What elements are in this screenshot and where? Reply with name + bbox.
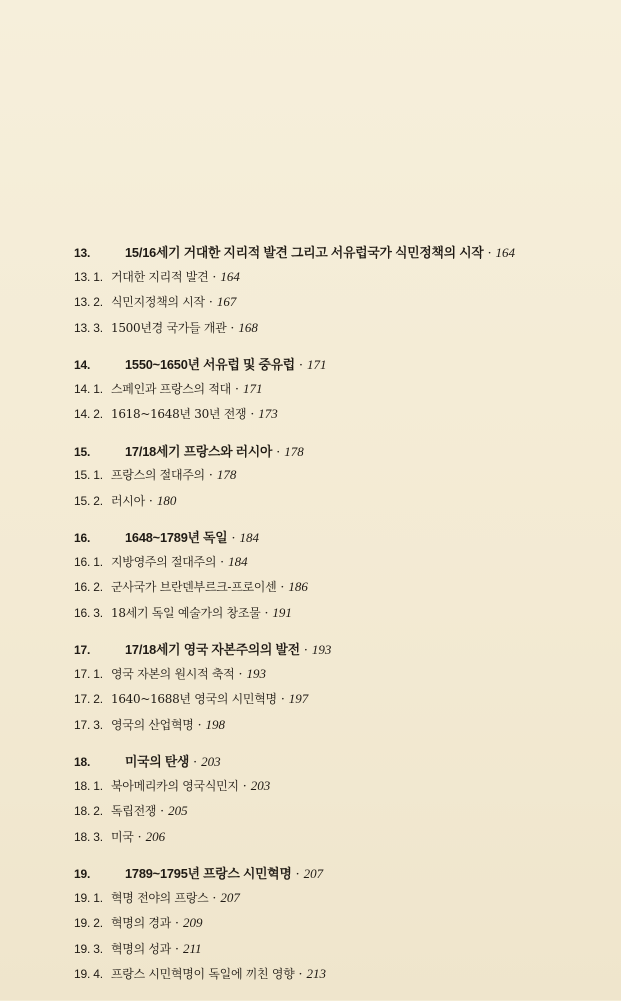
separator-dot: · (230, 319, 235, 335)
toc-section (74, 604, 594, 630)
section-number: 15. 2. (74, 493, 103, 508)
chapter-sections (74, 889, 594, 991)
section-title: 혁명의 성과 (111, 941, 171, 956)
toc-section (74, 802, 594, 828)
separator-dot: · (234, 380, 239, 396)
separator-dot: · (280, 691, 285, 706)
section-page-number: 209 (182, 915, 203, 930)
section-title: 영국의 산업혁명 (111, 717, 194, 732)
section-title: 식민지정책의 시작 (111, 295, 205, 309)
chapter-heading (74, 242, 594, 268)
toc-section (74, 777, 594, 803)
section-page-number: 178 (216, 467, 237, 482)
chapter-title-wrap (111, 527, 259, 546)
section-number: 19. 4. (74, 967, 103, 981)
toc-section (74, 380, 594, 406)
section-number: 19. 1. (74, 890, 103, 905)
chapter-title: 1648~1789년 독일 (125, 530, 228, 545)
section-number: 18. 3. (74, 829, 103, 844)
toc-chapter (74, 242, 594, 344)
chapter-sections (74, 553, 594, 630)
toc-section (74, 889, 594, 915)
chapter-page-number: 171 (306, 357, 327, 372)
chapter-number: 16. (74, 531, 91, 545)
chapter-sections (74, 777, 594, 854)
chapter-title: 17/18세기 프랑스와 러시아 (125, 443, 273, 459)
section-number: 13. 1. (74, 269, 103, 284)
toc-section (74, 492, 594, 518)
separator-dot: · (264, 604, 269, 620)
toc-section (74, 319, 594, 345)
separator-dot: · (250, 406, 255, 421)
section-page-number: 213 (306, 966, 326, 981)
section-number: 17. 1. (74, 666, 103, 681)
chapter-page-number: 207 (303, 866, 324, 881)
section-page-number: 184 (228, 553, 248, 569)
section-number: 17. 3. (74, 717, 103, 732)
section-number: 16. 2. (74, 580, 103, 594)
section-page-number: 197 (288, 691, 309, 706)
section-title: 거대한 지리적 발견 (111, 269, 209, 284)
section-page-number: 173 (258, 406, 278, 421)
separator-dot: · (298, 357, 303, 372)
chapter-number: 18. (74, 755, 91, 769)
section-title: 북아메리카의 영국식민지 (111, 778, 239, 793)
chapter-title: 1550~1650년 서유럽 및 중유럽 (125, 357, 295, 372)
section-page-number: 167 (216, 294, 237, 309)
chapter-title-wrap (111, 751, 221, 770)
chapter-title: 17/18세기 영국 자본주의의 발전 (125, 642, 300, 657)
section-title: 러시아 (111, 493, 145, 508)
separator-dot: · (208, 467, 213, 482)
section-number: 17. 2. (74, 692, 103, 706)
separator-dot: · (148, 492, 153, 508)
toc-section (74, 293, 594, 319)
toc-section (74, 665, 594, 691)
section-title: 지방영주의 절대주의 (111, 554, 217, 569)
chapter-sections (74, 466, 594, 517)
separator-dot: · (303, 642, 308, 657)
separator-dot: · (174, 940, 179, 956)
separator-dot: · (137, 828, 142, 844)
table-of-contents (74, 242, 594, 1001)
chapter-page-number: 164 (495, 245, 516, 260)
section-title: 독립전쟁 (111, 804, 157, 818)
toc-chapter (74, 354, 594, 431)
chapter-number: 14. (74, 358, 91, 372)
separator-dot: · (280, 579, 285, 594)
section-page-number: 191 (272, 604, 292, 620)
section-page-number: 193 (246, 665, 266, 681)
chapter-title-wrap (111, 863, 323, 882)
section-title: 1500년경 국가들 개관 (111, 320, 227, 335)
separator-dot: · (174, 915, 179, 930)
separator-dot: · (238, 665, 243, 681)
chapter-page-number: 178 (284, 443, 304, 459)
chapter-title-wrap (111, 242, 515, 261)
separator-dot: · (208, 294, 213, 309)
separator-dot: · (212, 268, 217, 284)
section-page-number: 171 (242, 380, 263, 396)
chapter-number: 17. (74, 643, 91, 657)
chapter-heading (74, 863, 594, 889)
chapter-title: 1789~1795년 프랑스 시민혁명 (125, 866, 292, 881)
section-title: 1618~1648년 30년 전쟁 (111, 407, 247, 421)
toc-section (74, 578, 594, 604)
section-number: 14. 1. (74, 381, 103, 396)
toc-chapter (74, 639, 594, 741)
chapter-title: 15/16세기 거대한 지리적 발견 그리고 서유럽국가 식민정책의 시작 (125, 245, 484, 260)
section-page-number: 207 (220, 889, 240, 905)
separator-dot: · (295, 866, 300, 881)
section-title: 스페인과 프랑스의 적대 (111, 381, 231, 396)
chapter-sections (74, 380, 594, 431)
chapter-title-wrap (111, 354, 326, 373)
toc-section (74, 914, 594, 940)
section-number: 19. 2. (74, 916, 103, 930)
section-number: 15. 1. (74, 468, 103, 482)
chapter-page-number: 203 (201, 754, 221, 769)
section-page-number: 203 (250, 777, 271, 793)
toc-section (74, 716, 594, 742)
section-number: 18. 1. (74, 778, 103, 793)
section-title: 1640~1688년 영국의 시민혁명 (111, 692, 277, 706)
separator-dot: · (160, 803, 165, 818)
separator-dot: · (220, 553, 225, 569)
chapter-heading (74, 639, 594, 665)
section-page-number: 205 (168, 803, 188, 818)
separator-dot: · (276, 443, 281, 459)
section-title: 프랑스 시민혁명이 독일에 끼친 영향 (111, 967, 295, 981)
chapter-heading (74, 441, 594, 467)
toc-section (74, 405, 594, 431)
chapter-title-wrap (111, 639, 331, 658)
chapter-number: 13. (74, 246, 91, 260)
toc-chapter (74, 863, 594, 991)
section-title: 18세기 독일 예술가의 창조물 (111, 605, 261, 620)
separator-dot: · (487, 245, 492, 260)
section-page-number: 164 (220, 268, 240, 284)
chapter-page-number: 184 (239, 530, 259, 545)
chapter-sections (74, 665, 594, 742)
section-number: 18. 2. (74, 804, 103, 818)
section-page-number: 206 (145, 828, 166, 844)
separator-dot: · (231, 530, 236, 545)
section-title: 혁명 전야의 프랑스 (111, 890, 209, 905)
toc-section (74, 553, 594, 579)
chapter-title: 미국의 탄생 (125, 754, 190, 769)
toc-section (74, 940, 594, 966)
section-title: 혁명의 경과 (111, 916, 171, 930)
toc-section (74, 268, 594, 294)
chapter-title-wrap (111, 441, 304, 460)
toc-section (74, 690, 594, 716)
chapter-sections (74, 268, 594, 345)
section-number: 19. 3. (74, 941, 103, 956)
toc-section (74, 965, 594, 991)
separator-dot: · (212, 889, 217, 905)
toc-chapter (74, 527, 594, 629)
toc-section (74, 828, 594, 854)
chapter-page-number: 193 (311, 642, 332, 657)
separator-dot: · (242, 777, 247, 793)
toc-chapter (74, 751, 594, 853)
separator-dot: · (197, 716, 202, 732)
separator-dot: · (298, 966, 303, 981)
section-number: 14. 2. (74, 407, 103, 421)
chapter-number: 15. (74, 444, 91, 459)
section-number: 16. 3. (74, 605, 103, 620)
section-title: 군사국가 브란덴부르크-프로이센 (111, 580, 277, 594)
section-title: 영국 자본의 원시적 축적 (111, 666, 235, 681)
chapter-heading (74, 527, 594, 553)
separator-dot: · (193, 754, 198, 769)
section-page-number: 186 (288, 579, 308, 594)
toc-section (74, 466, 594, 492)
chapter-number: 19. (74, 867, 91, 881)
section-number: 13. 2. (74, 295, 103, 309)
section-page-number: 198 (205, 716, 226, 732)
section-page-number: 211 (182, 940, 202, 956)
chapter-heading (74, 751, 594, 777)
section-title: 프랑스의 절대주의 (111, 468, 205, 482)
section-title: 미국 (111, 829, 134, 844)
chapter-heading (74, 354, 594, 380)
section-number: 13. 3. (74, 320, 103, 335)
toc-chapter (74, 441, 594, 518)
section-number: 16. 1. (74, 554, 103, 569)
section-page-number: 168 (238, 319, 258, 335)
section-page-number: 180 (156, 492, 177, 508)
